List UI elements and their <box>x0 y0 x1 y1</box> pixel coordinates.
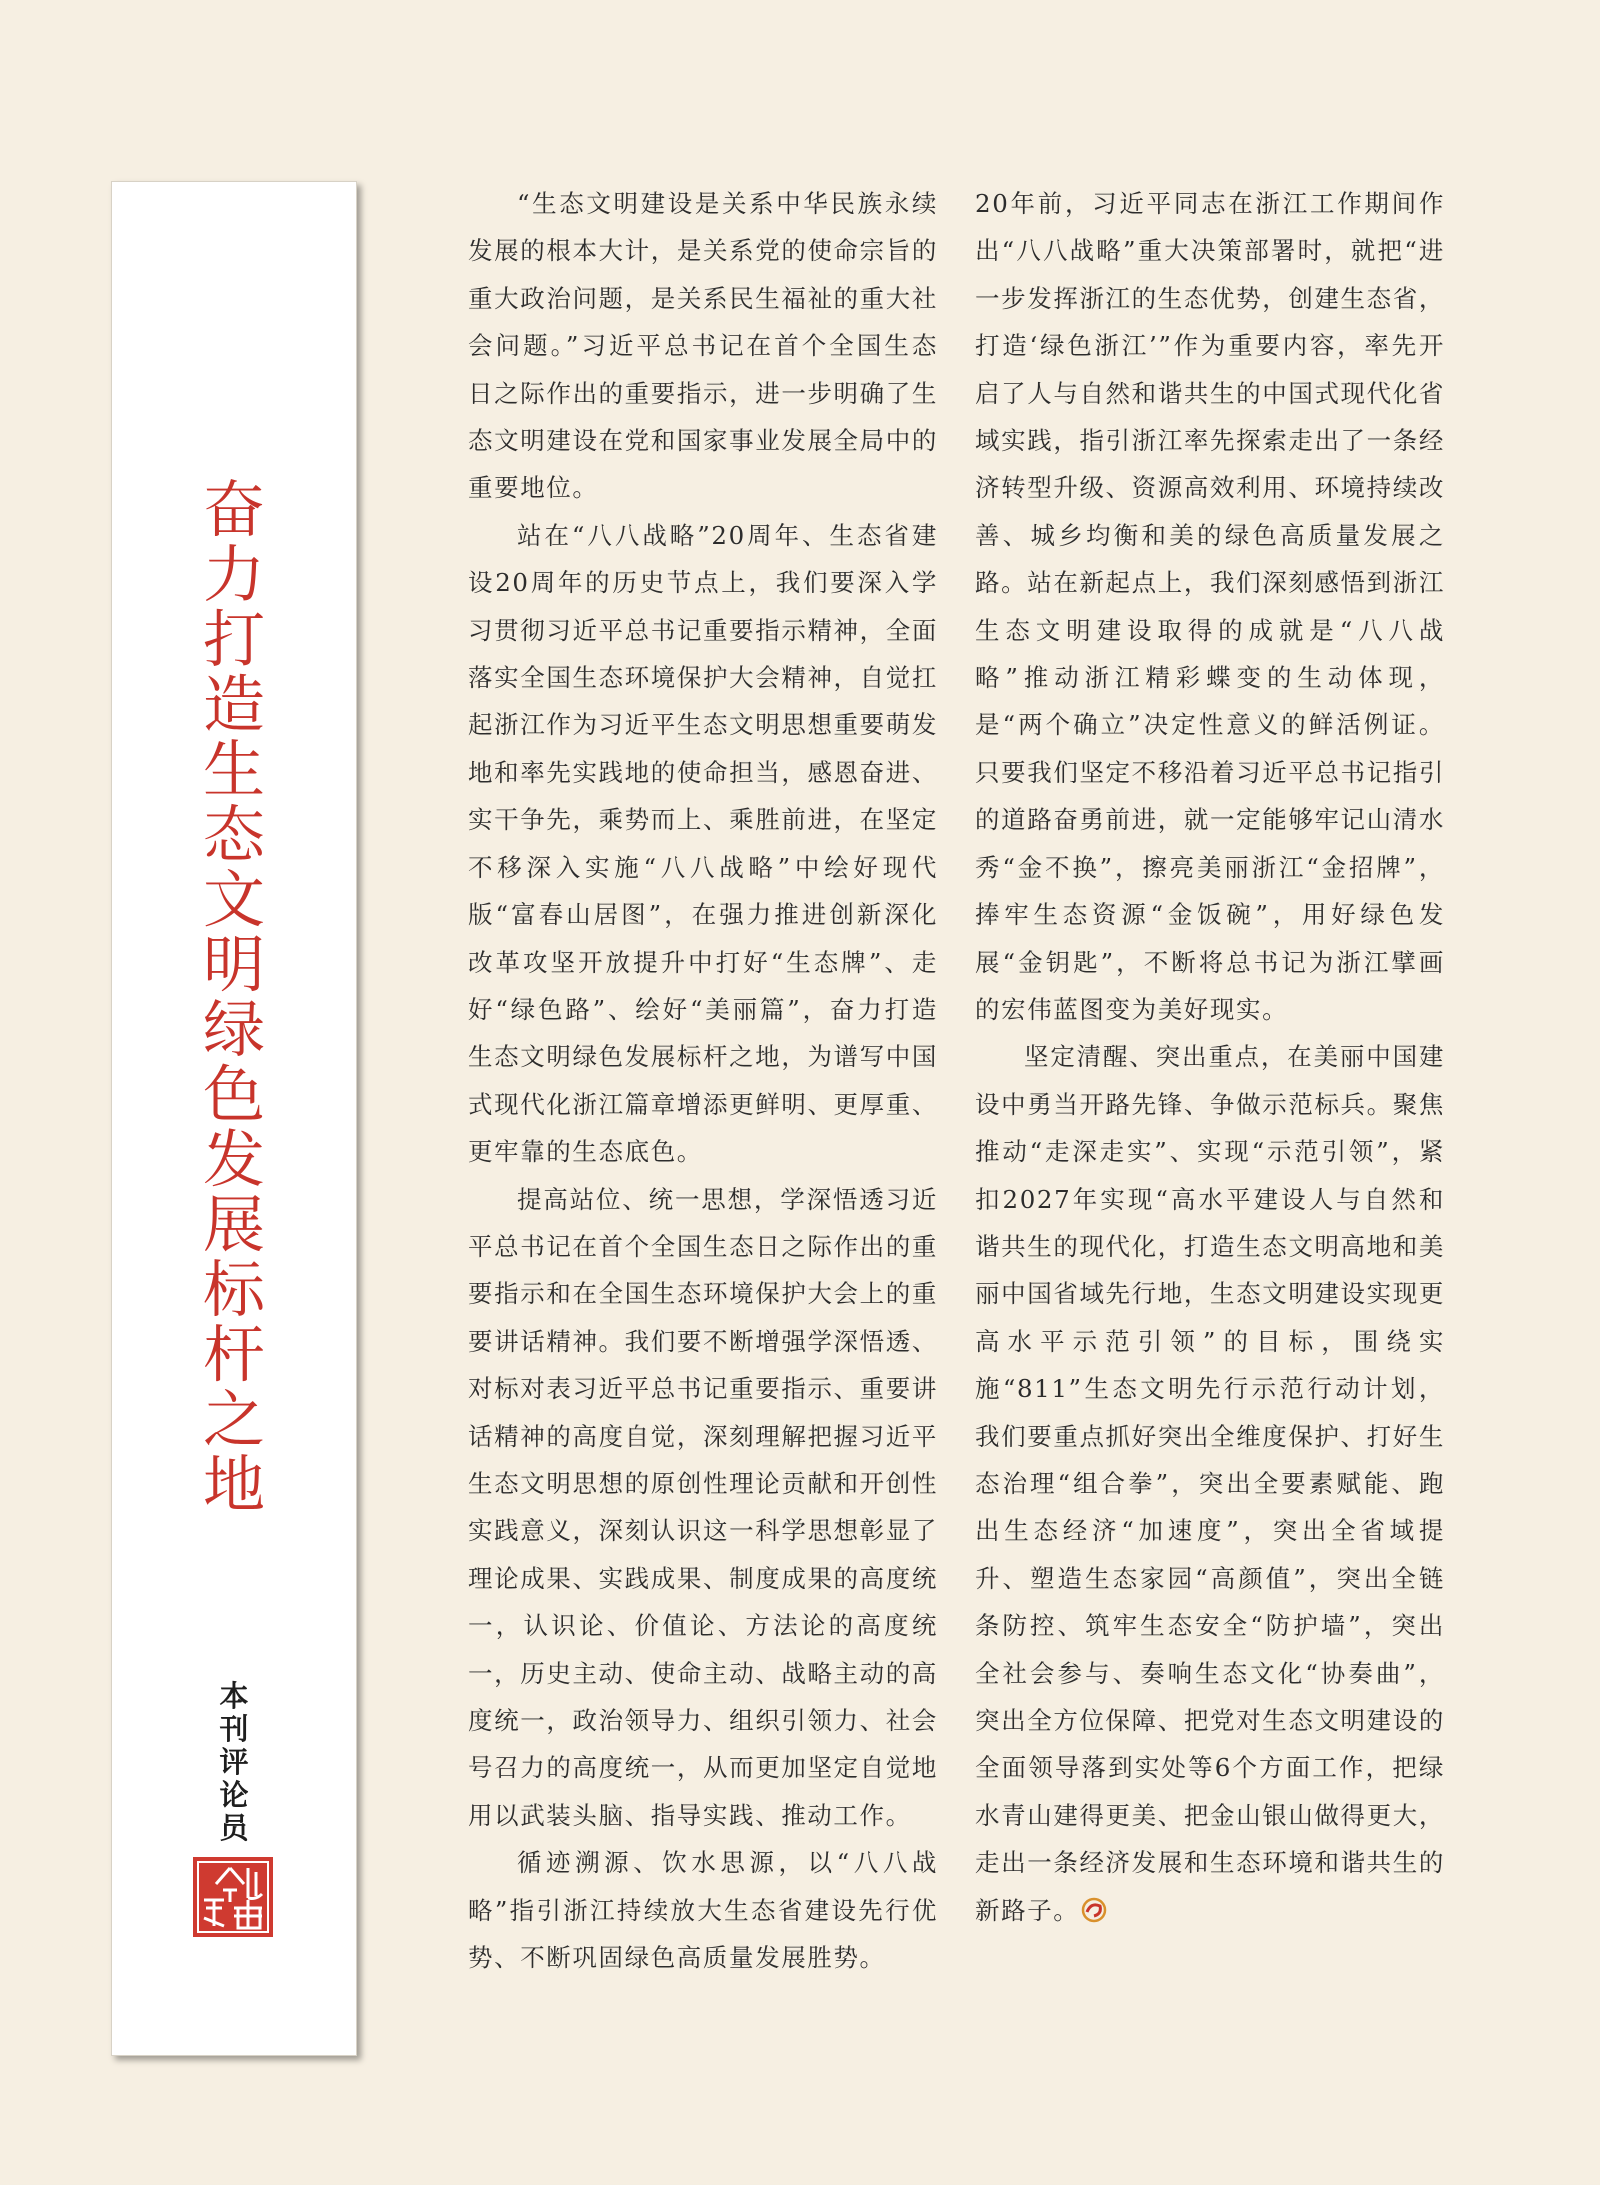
paragraph: 循迹溯源、饮水思源，以“八八战略”指引浙江持续放大生态省建设先行优势、不断巩固绿色高质量发展胜势。 <box>468 1848 938 1973</box>
paragraph <box>975 1033 1445 1934</box>
vertical-char: 标 <box>202 1253 265 1326</box>
paragraph: 20年前，习近平同志在浙江工作期间作出“八八战略”重大决策部署时，就把“进一步发挥浙江的生态优势，创建生态省，打造‘绿色浙江’”作为重要内容，率先开启了人与自然和谐共生的中国式现代化省域实践，指引浙江率先探索走出了一条经济转型升级、资源高效利用、环境持续改善、城乡均衡和美的绿色高质量发展之路。站在新起点上，我们深刻感悟到浙江生态文明建设取得的成就是“八八战略”推动浙江精彩蝶变的生动体现，是“两个确立”决定性意义的鲜活例证。只要我们坚定不移沿着习近平总书记指引的道路奋勇前进，就一定能够牢记山清水秀“金不换”，擦亮美丽浙江“金招牌”，捧牢生态资源“金饭碗”，用好绿色发展“金钥匙”，不断将总书记为浙江擘画的宏伟蓝图变为美好现实。 <box>975 189 1445 1024</box>
vertical-char: 发 <box>202 1123 265 1196</box>
seal-stamp-icon <box>190 1854 276 1940</box>
article-column-left <box>468 180 938 1981</box>
sidebar-panel <box>111 181 357 2056</box>
vertical-char: 态 <box>202 798 265 871</box>
article-column-right <box>975 180 1445 1934</box>
vertical-char: 论 <box>219 1778 249 1812</box>
vertical-char: 力 <box>202 538 265 611</box>
vertical-char: 之 <box>202 1383 265 1456</box>
vertical-char: 本 <box>219 1679 249 1713</box>
vertical-char: 展 <box>202 1188 265 1261</box>
vertical-char: 员 <box>219 1811 249 1845</box>
vertical-char: 明 <box>202 928 265 1001</box>
byline <box>212 1680 256 1845</box>
paragraph: “生态文明建设是关系中华民族永续发展的根本大计，是关系党的使命宗旨的重大政治问题，是关系民生福祉的重大社会问题。”习近平总书记在首个全国生态日之际作出的重要指示，进一步明确了生态文明建设在党和国家事业发展全局中的重要地位。 <box>468 189 938 503</box>
vertical-char: 造 <box>202 668 265 741</box>
vertical-char: 打 <box>202 603 265 676</box>
vertical-char: 生 <box>202 733 265 806</box>
end-mark-icon <box>1081 1897 1107 1923</box>
vertical-char: 杆 <box>202 1318 265 1391</box>
paragraph-text: 坚定清醒、突出重点，在美丽中国建设中勇当开路先锋、争做示范标兵。聚焦推动“走深走实”、实现“示范引领”，紧扣2027年实现“高水平建设人与自然和谐共生的现代化，打造生态文明高地和美丽中国省域先行地，生态文明建设实现更高水平示范引领”的目标，围绕实施“811”生态文明先行示范行动计划，我们要重点抓好突出全维度保护、打好生态治理“组合拳”，突出全要素赋能、跑出生态经济“加速度”，突出全省域提升、塑造生态家园“高颜值”，突出全链条防控、筑牢生态安全“防护墙”，突出全社会参与、奏响生态文化“协奏曲”，突出全方位保障、把党对生态文明建设的全面领导落到实处等6个方面工作，把绿水青山建得更美、把金山银山做得更大，走出一条经济发展和生态环境和谐共生的新路子。 <box>975 1042 1445 1925</box>
article-title <box>194 473 274 1521</box>
paragraph: 站在“八八战略”20周年、生态省建设20周年的历史节点上，我们要深入学习贯彻习近平总书记重要指示精神，全面落实全国生态环境保护大会精神，自觉扛起浙江作为习近平生态文明思想重要萌发地和率先实践地的使命担当，感恩奋进、实干争先，乘势而上、乘胜前进，在坚定不移深入实施“八八战略”中绘好现代版“富春山居图”，在强力推进创新深化改革攻坚开放提升中打好“生态牌”、走好“绿色路”、绘好“美丽篇”，奋力打造生态文明绿色发展标杆之地，为谱写中国式现代化浙江篇章增添更鲜明、更厚重、更牢靠的生态底色。 <box>468 520 938 1167</box>
vertical-char: 地 <box>202 1448 265 1521</box>
vertical-char: 刊 <box>219 1712 249 1746</box>
vertical-char: 评 <box>219 1745 249 1779</box>
vertical-char: 色 <box>202 1058 265 1131</box>
vertical-char: 绿 <box>202 993 265 1066</box>
vertical-char: 奋 <box>202 473 265 546</box>
paragraph: 提高站位、统一思想，学深悟透习近平总书记在首个全国生态日之际作出的重要指示和在全国生态环境保护大会上的重要讲话精神。我们要不断增强学深悟透、对标对表习近平总书记重要指示、重要讲话精神的高度自觉，深刻理解把握习近平生态文明思想的原创性理论贡献和开创性实践意义，深刻认识这一科学思想彰显了理论成果、实践成果、制度成果的高度统一，认识论、价值论、方法论的高度统一，历史主动、使命主动、战略主动的高度统一，政治领导力、组织引领力、社会号召力的高度统一，从而更加坚定自觉地用以武装头脑、指导实践、推动工作。 <box>468 1184 938 1830</box>
vertical-char: 文 <box>202 863 265 936</box>
